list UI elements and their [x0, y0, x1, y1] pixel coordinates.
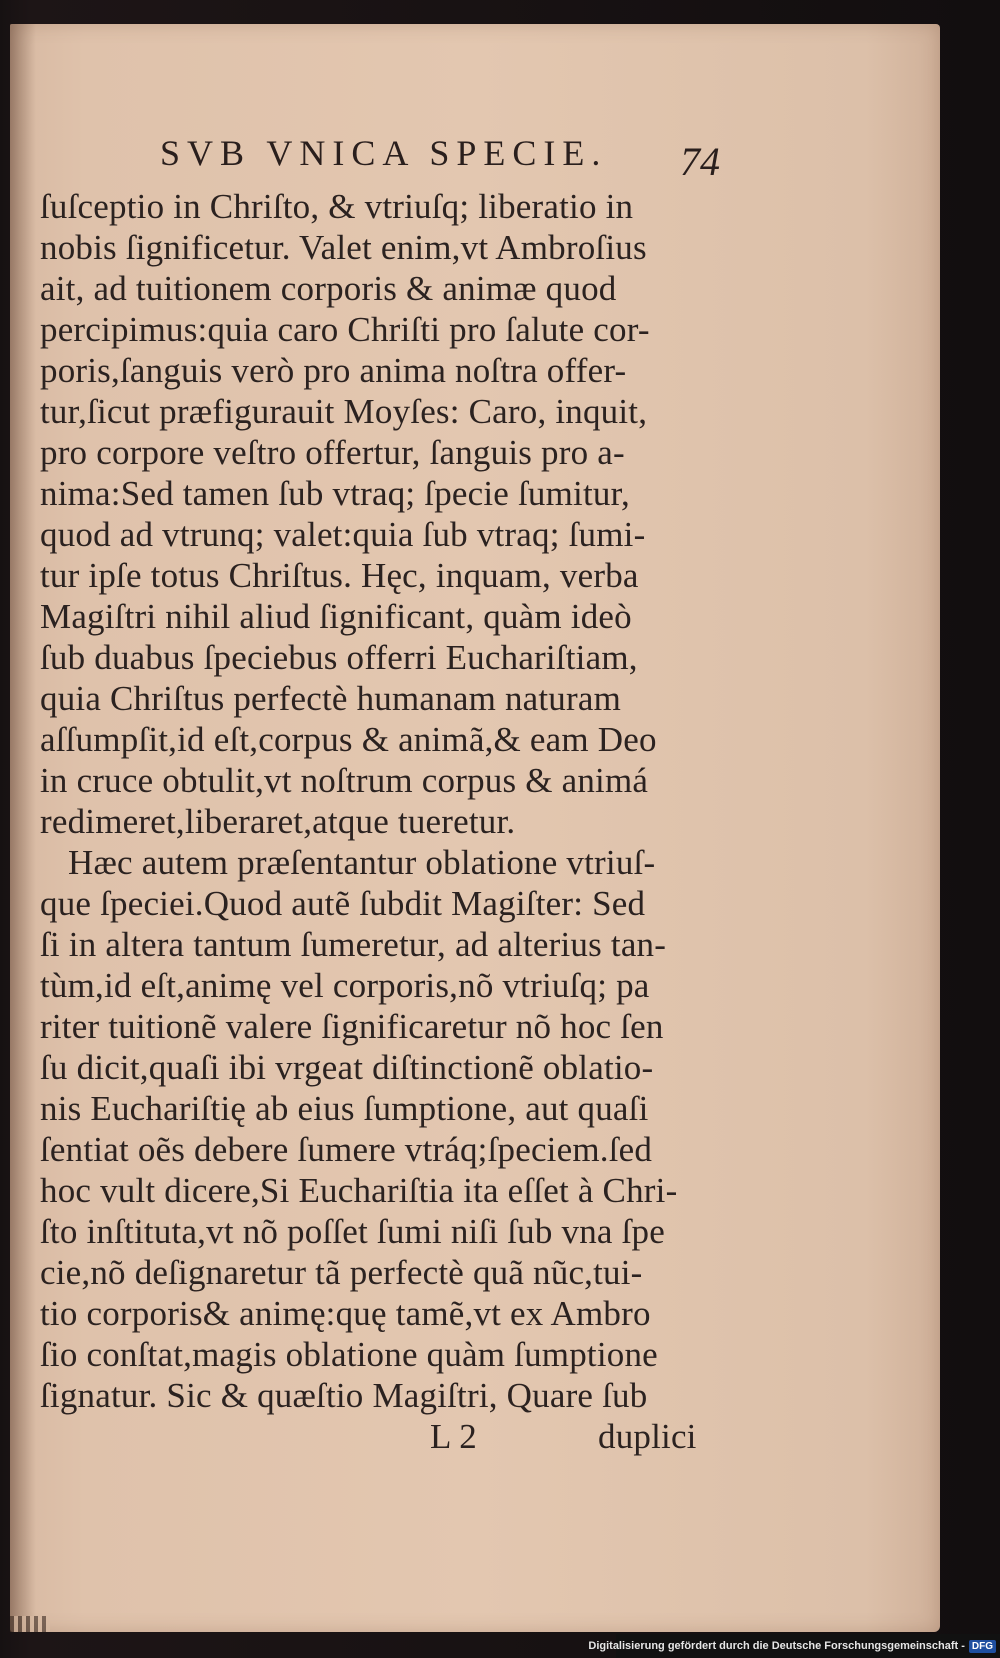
- text-line: in cruce obtulit,vt noſtrum corpus & animá: [40, 761, 649, 800]
- text-line: percipimus:quia caro Chriſti pro ſalute cor-: [40, 310, 650, 349]
- digitization-credit: Digitalisierung gefördert durch die Deutsche Forschungsgemeinschaft -: [588, 1640, 965, 1652]
- text-line: ait, ad tuitionem corporis & animæ quod: [40, 269, 617, 308]
- text-line: aſſumpſit,id eſt,corpus & animã,& eam Deo: [40, 720, 657, 759]
- text-line: quia Chriſtus perfectè humanam naturam: [40, 679, 622, 718]
- page-number: 74: [680, 139, 720, 184]
- text-line: ſu dicit,quaſi ibi vrgeat diſtinctionẽ oblatio-: [40, 1048, 654, 1087]
- text-line: ſi in altera tantum ſumeretur, ad alterius tan-: [40, 925, 667, 964]
- page-edge-fragment: [10, 1616, 50, 1632]
- text-line: nobis ſignificetur. Valet enim,vt Ambroſius: [40, 228, 647, 267]
- text-line: ſignatur. Sic & quæſtio Magiſtri, Quare ſub: [40, 1376, 648, 1415]
- digitization-credit-bar: [588, 1634, 1000, 1658]
- page-header: [160, 132, 740, 192]
- text-line: ſuſceptio in Chriſto, & vtriuſq; liberatio in: [40, 187, 634, 226]
- running-head: SVB VNICA SPECIE.: [160, 133, 608, 173]
- text-line: ſio conſtat,magis oblatione quàm ſumptione: [40, 1335, 658, 1374]
- text-line: tio corporis& animę:quę tamẽ,vt ex Ambro: [40, 1294, 651, 1333]
- text-line: poris,ſanguis verò pro anima noſtra offer-: [40, 351, 627, 390]
- text-line: nis Euchariſtię ab eius ſumptione, aut quaſi: [40, 1089, 649, 1128]
- text-line: ſub duabus ſpeciebus offerri Euchariſtiam,: [40, 638, 638, 677]
- signature-mark: L 2: [430, 1417, 477, 1456]
- text-line: riter tuitionẽ valere ſignificaretur nõ hoc ſen: [40, 1007, 664, 1046]
- text-line: que ſpeciei.Quod autẽ ſubdit Magiſter: Sed: [40, 884, 646, 923]
- text-line: redimeret,liberaret,atque tueretur.: [40, 802, 516, 841]
- dfg-logo: DFG: [969, 1640, 996, 1653]
- text-line: Magiſtri nihil aliud ſignificant, quàm ideò: [40, 597, 632, 636]
- book-page: [10, 24, 940, 1632]
- signature-row: [40, 1416, 730, 1462]
- text-line: ſentiat oẽs debere ſumere vtráq;ſpeciem.ſed: [40, 1130, 653, 1169]
- text-line: tùm,id eſt,animę vel corporis,nõ vtriuſq; pa: [40, 966, 650, 1005]
- text-line: ſto inſtituta,vt nõ poſſet ſumi niſi ſub vna ſpe: [40, 1212, 665, 1251]
- text-line: tur,ſicut præfigurauit Moyſes: Caro, inquit,: [40, 392, 648, 431]
- body-text: [40, 186, 730, 1462]
- text-line: tur ipſe totus Chriſtus. Hęc, inquam, verba: [40, 556, 639, 595]
- text-line: nima:Sed tamen ſub vtraq; ſpecie ſumitur,: [40, 474, 630, 513]
- page-gutter: [10, 24, 36, 1632]
- paragraph-start-line: Hæc autem præſentantur oblatione vtriuſ-: [68, 843, 656, 882]
- catchword: duplici: [598, 1417, 697, 1456]
- text-line: quod ad vtrunq; valet:quia ſub vtraq; ſumi-: [40, 515, 646, 554]
- text-line: hoc vult dicere,Si Euchariſtia ita eſſet à Chri-: [40, 1171, 678, 1210]
- text-line: pro corpore veſtro offertur, ſanguis pro a-: [40, 433, 625, 472]
- text-line: cie,nõ deſignaretur tã perfectè quã nũc,tui-: [40, 1253, 643, 1292]
